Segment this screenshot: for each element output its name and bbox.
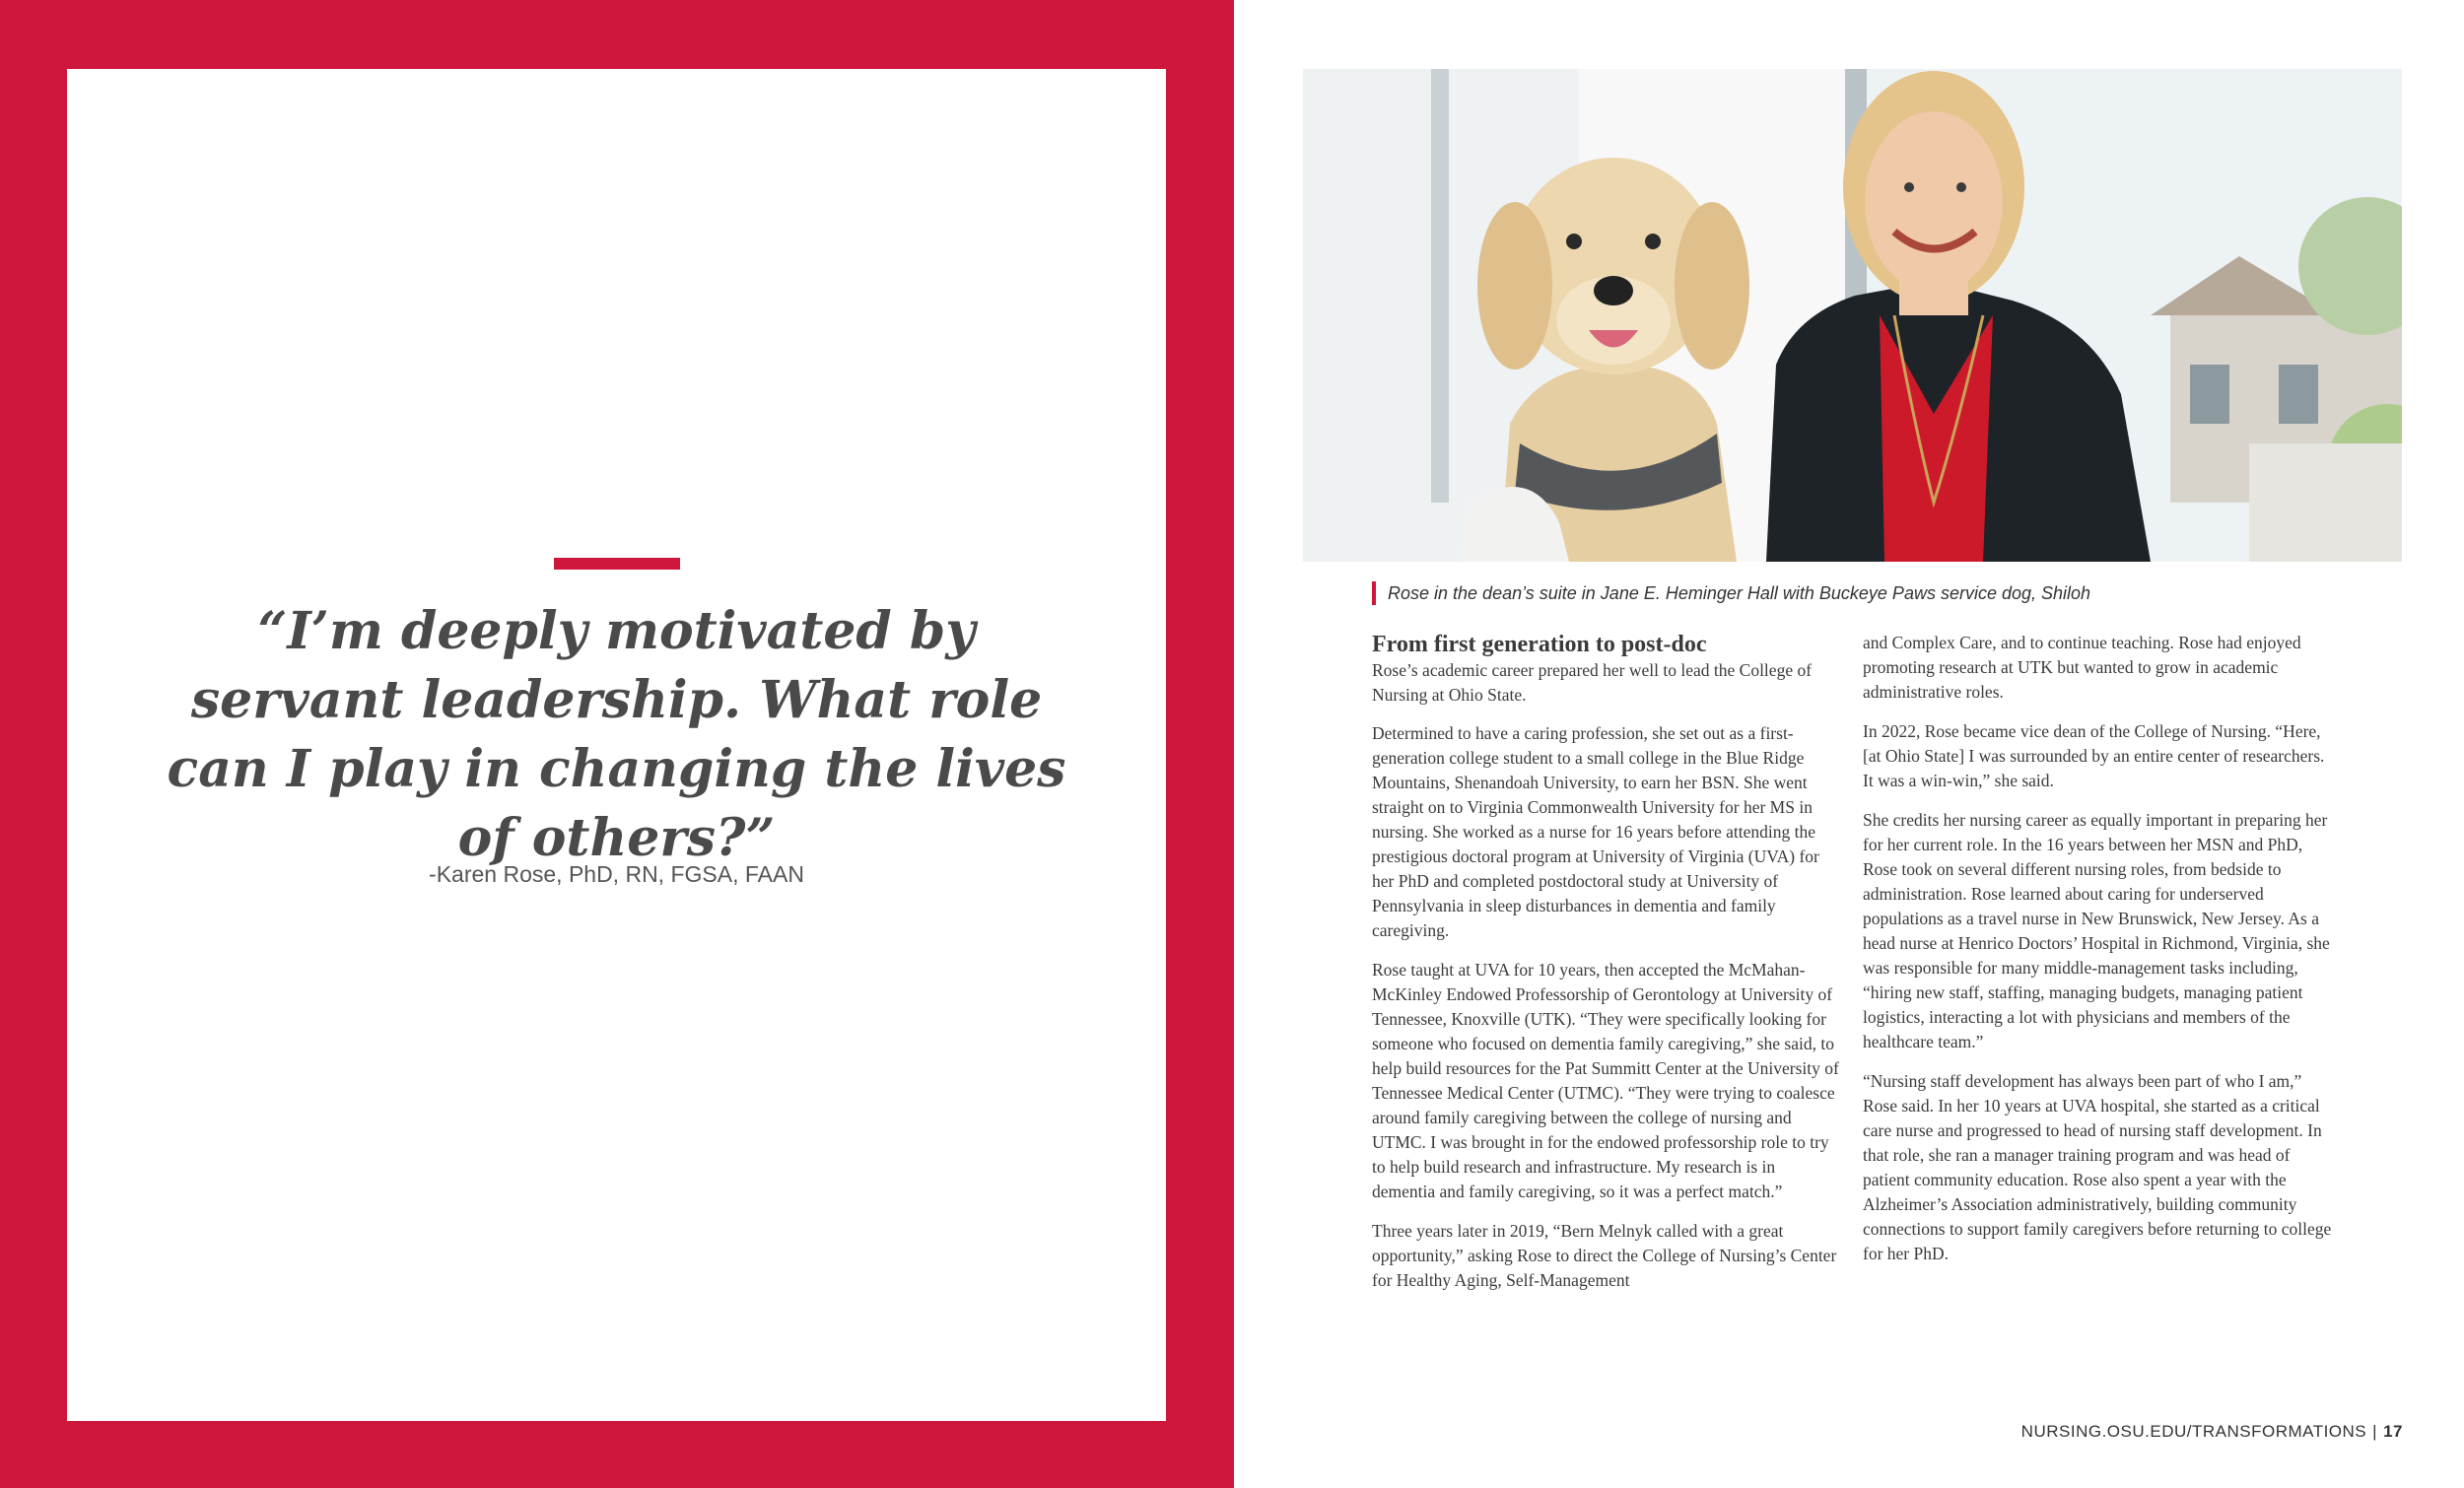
quote-accent-bar xyxy=(554,558,680,570)
quote-attribution: -Karen Rose, PhD, RN, FGSA, FAAN xyxy=(429,861,804,887)
article-paragraph: In 2022, Rose became vice dean of the College of Nursing. “Here, [at Ohio State] I was surrounded by an entire center of researchers. It was a win-win,” she said. xyxy=(1863,721,2325,790)
photo-caption: Rose in the dean’s suite in Jane E. Heminger Hall with Buckeye Paws service dog, Shiloh xyxy=(1372,581,2090,605)
footer-url-link[interactable]: NURSING.OSU.EDU/TRANSFORMATIONS xyxy=(2020,1422,2367,1441)
feature-photo xyxy=(1303,69,2402,562)
page-number: 17 xyxy=(2383,1422,2403,1441)
pull-quote-text: “I’m deeply motivated by servant leadership. What role can I play in changing the lives of others?” xyxy=(167,601,1066,868)
article-paragraph: “Nursing staff development has always been part of who I am,” Rose said. In her 10 years at UVA hospital, she started as a critical care nurse and progressed to head of nursing staff development. In that role, she ran a manager training program and was head of patient community education. Rose also spent a year with the Alzheimer’s Association administratively, building community connections to support family caregivers before returning to college for her PhD. xyxy=(1863,1071,2332,1263)
article-paragraph: and Complex Care, and to continue teaching. Rose had enjoyed promoting research at UTK but wanted to grow in academic administrative roles. xyxy=(1863,633,2301,702)
article-heading: From first generation to post-doc xyxy=(1372,632,1707,657)
article-paragraph: Rose taught at UVA for 10 years, then accepted the McMahan-McKinley Endowed Professorship of Gerontology at University of Tennessee, Knoxville (UTK). “They were specifically looking for someone who focused on dementia family caregiving,” she said, to help build resources for the Pat Summitt Center at the University of Tennessee Medical Center (UTMC). “They were trying to coalesce around family caregiving between the college of nursing and UTMC. I was brought in for the endowed professorship role to try to help build research and infrastructure. My research is in dementia and family caregiving, so it was a perfect match.” xyxy=(1372,960,1839,1201)
photo-illustration xyxy=(1303,69,2402,562)
footer-separator: | xyxy=(2372,1422,2378,1441)
article-column-2 xyxy=(1863,631,2336,1281)
article-paragraph: Three years later in 2019, “Bern Melnyk called with a great opportunity,” asking Rose to direct the College of Nursing’s Center for Healthy Aging, Self-Management xyxy=(1372,1221,1837,1290)
page-footer xyxy=(2021,1422,2403,1442)
article-paragraph: Determined to have a caring profession, she set out as a first-generation college student to a small college in the Blue Ridge Mountains, Shenandoah University, to earn her BSN. She went straight on to Virginia Commonwealth University for her MS in nursing. She worked as a nurse for 16 years before attending the prestigious doctoral program at University of Virginia (UVA) for her PhD and completed postdoctoral study at University of Pennsylvania in sleep disturbances in dementia and family caregiving. xyxy=(1372,723,1819,940)
article-column-1 xyxy=(1372,631,1840,1308)
article-paragraph: Rose’s academic career prepared her well to lead the College of Nursing at Ohio State. xyxy=(1372,660,1813,705)
article-paragraph: She credits her nursing career as equally important in preparing her for her current role. In the 16 years between her MSN and PhD, Rose took on several different nursing roles, from bedside to administration. Rose learned about caring for underserved populations as a travel nurse in New Brunswick, New Jersey. As a head nurse at Henrico Doctors’ Hospital in Richmond, Virginia, she was responsible for many middle-management tasks including, “hiring new staff, staffing, managing budgets, managing patient logistics, interacting a lot with physicians and members of the healthcare team.” xyxy=(1863,810,2330,1051)
pull-quote-card xyxy=(67,69,1166,1421)
